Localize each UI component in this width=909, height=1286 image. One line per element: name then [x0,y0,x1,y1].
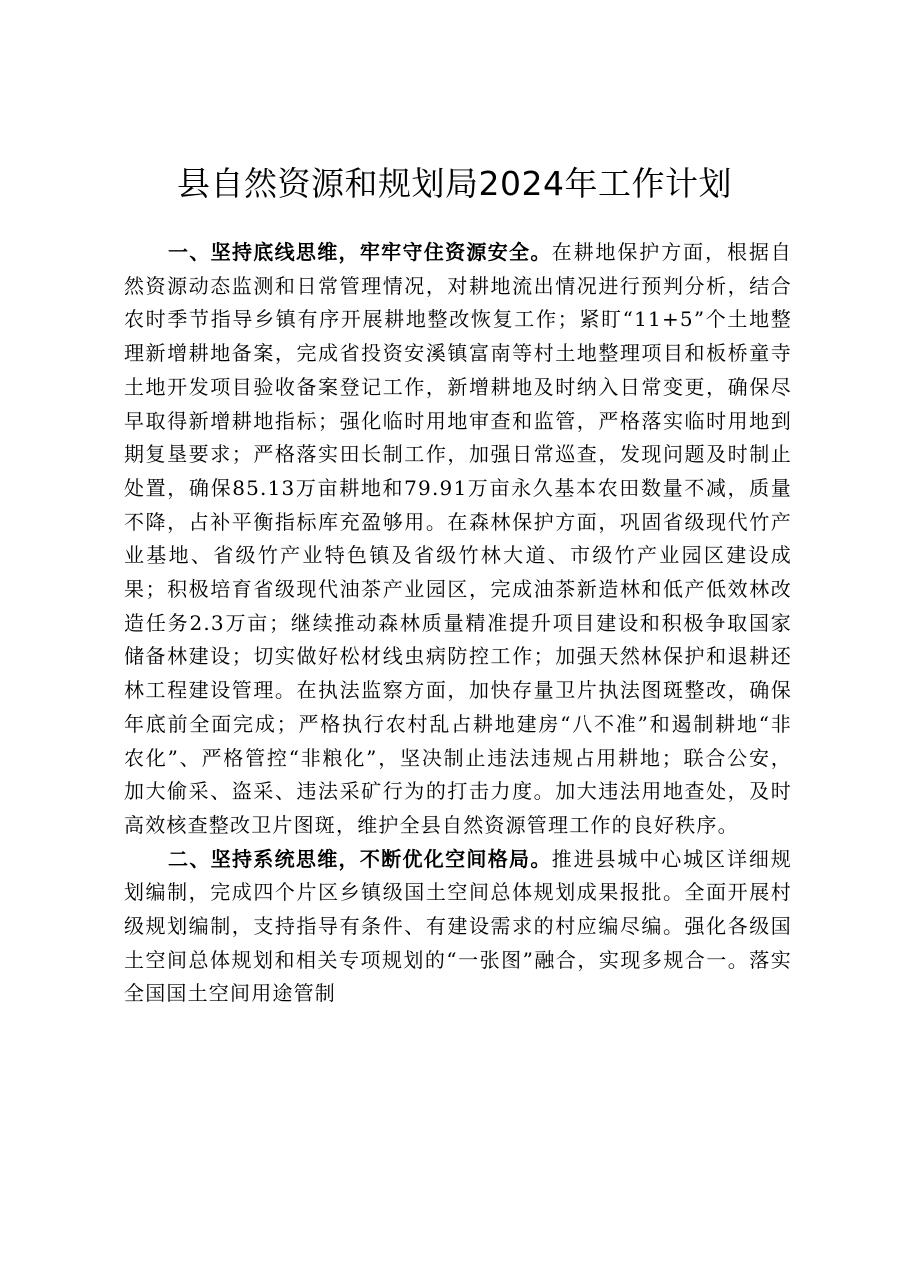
paragraph-1-heading: 一、坚持底线思维，牢牢守住资源安全。 [168,240,552,264]
document-title: 县自然资源和规划局2024年工作计划 [177,164,732,203]
paragraph-2 [124,843,792,1012]
document-body [124,236,792,1011]
paragraph-2-heading: 二、坚持系统思维，不断优化空间格局。 [168,846,552,871]
paragraph-2-text: 推进县城中心城区详细规划编制，完成四个片区乡镇级国土空间总体规划成果报批。全面开展村级规划编制，支持指导有条件、有建设需求的村应编尽编。强化各级国土空间总体规划和相关专项规划的“一张图”融合，实现多规合一。落实全国国土空间用途管制 [124,846,792,1006]
paragraph-1-text: 在耕地保护方面，根据自然资源动态监测和日常管理情况，对耕地流出情况进行预判分析，结合农时季节指导乡镇有序开展耕地整改恢复工作；紧盯“11+5”个土地整理新增耕地备案，完成省投资安溪镇富南等村土地整理项目和板桥童寺土地开发项目验收备案登记工作，新增耕地及时纳入日常变更，确保尽早取得新增耕地指标；强化临时用地审查和监管，严格落实临时用地到期复垦要求；严格落实田长制工作，加强日常巡查，发现问题及时制止处置，确保85.13万亩耕地和79.91万亩永久基本农田数量不减，质量不降，占补平衡指标库充盈够用。在森林保护方面，巩固省级现代竹产业基地、省级竹产业特色镇及省级竹林大道、市级竹产业园区建设成果；积极培育省级现代油茶产业园区，完成油茶新造林和低产低效林改造任务2.3万亩；继续推动森林质量精准提升项目建设和积极争取国家储备林建设；切实做好松材线虫病防控工作；加强天然林保护和退耕还林工程建设管理。在执法监察方面，加快存量卫片执法图斑整改，确保年底前全面完成；严格执行农村乱占耕地建房“八不准”和遏制耕地“非农化”、严格管控“非粮化”，坚决制止违法违规占用耕地；联合公安，加大偷采、盗采、违法采矿行为的打击力度。加大违法用地查处，及时高效核查整改卫片图斑，维护全县自然资源管理工作的良好秩序。 [124,240,792,837]
paragraph-1 [124,236,792,843]
